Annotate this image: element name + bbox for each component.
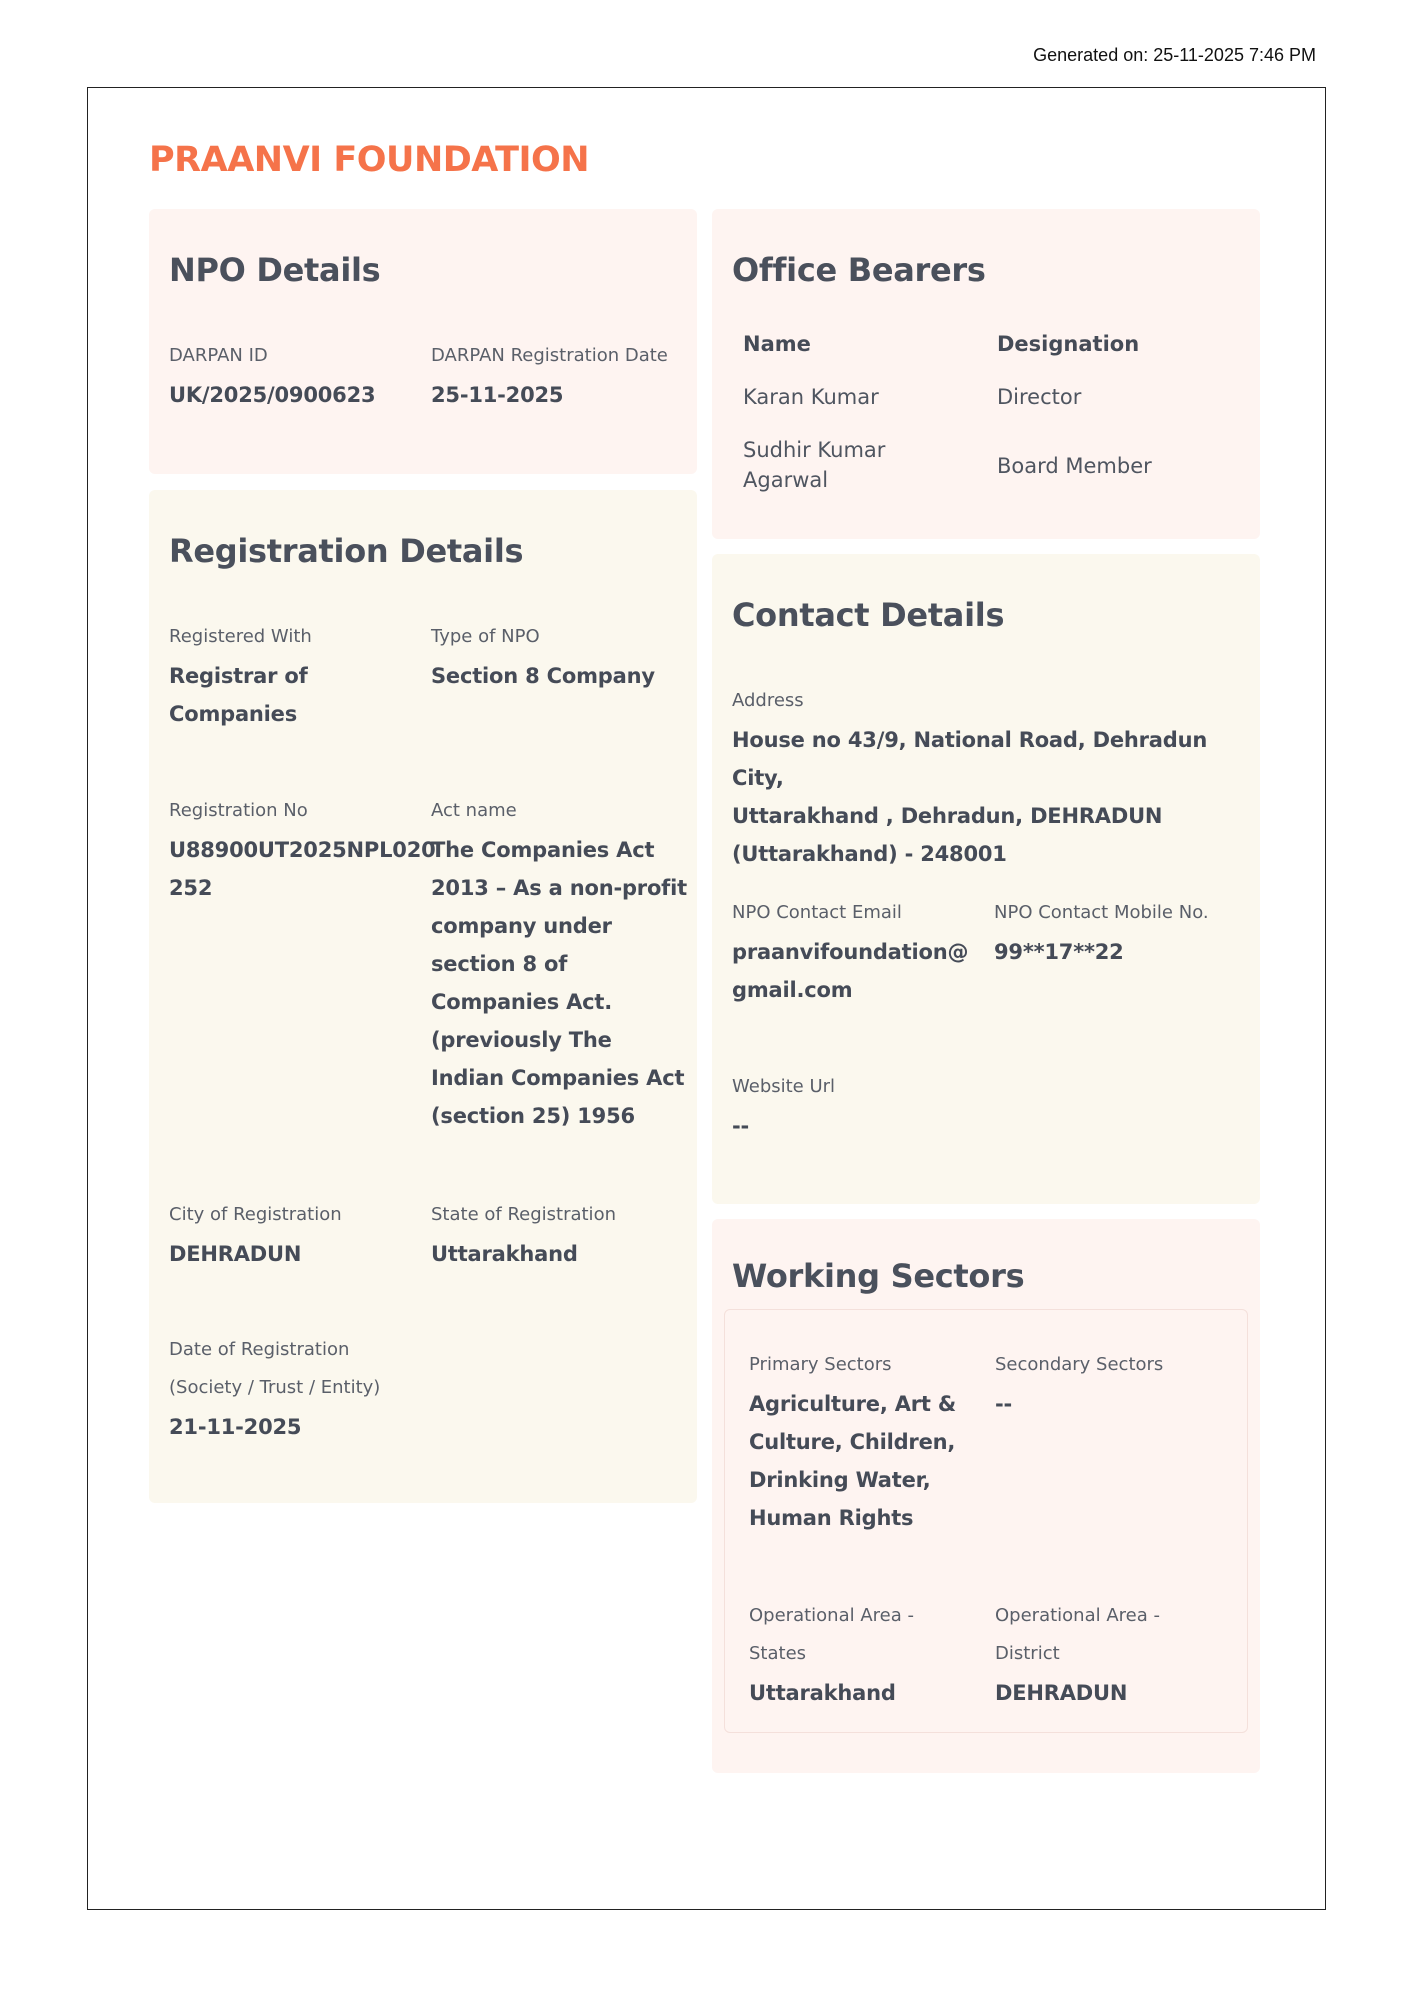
label-line: Operational Area - <box>749 1605 914 1626</box>
office-bearers-title: Office Bearers <box>732 251 986 289</box>
bearer-name-line: Sudhir Kumar <box>743 438 886 462</box>
value-line: gmail.com <box>732 978 853 1002</box>
value-line: U88900UT2025NPL020 <box>169 838 436 862</box>
value-line: praanvifoundation@ <box>732 940 969 964</box>
darpan-reg-date-value: 25-11-2025 <box>431 383 564 407</box>
city-of-registration-label: City of Registration <box>169 1204 342 1225</box>
address-value <box>732 721 1252 873</box>
date-of-registration-label <box>169 1331 380 1407</box>
value-line: (previously The <box>431 1028 612 1052</box>
working-sectors-title: Working Sectors <box>732 1257 1025 1295</box>
label-line: Date of Registration <box>169 1339 350 1360</box>
act-name-label: Act name <box>431 800 517 821</box>
state-of-registration-value: Uttarakhand <box>431 1242 578 1266</box>
generated-timestamp: Generated on: 25-11-2025 7:46 PM <box>1033 45 1316 65</box>
value-line: House no 43/9, National Road, Dehradun City, <box>732 728 1208 790</box>
website-value: -- <box>732 1114 750 1138</box>
primary-sectors-value <box>749 1385 956 1537</box>
value-line: Agriculture, Art & <box>749 1392 956 1416</box>
value-line: Companies <box>169 702 298 726</box>
operational-states-value: Uttarakhand <box>749 1681 896 1705</box>
value-line: Companies Act. <box>431 990 613 1014</box>
act-name-value <box>431 831 693 1135</box>
operational-district-label <box>995 1597 1160 1673</box>
state-of-registration-label: State of Registration <box>431 1204 616 1225</box>
website-label: Website Url <box>732 1076 836 1097</box>
value-line: company under <box>431 914 612 938</box>
date-of-registration-value: 21-11-2025 <box>169 1415 302 1439</box>
contact-details-title: Contact Details <box>732 596 1005 634</box>
working-sectors-card <box>712 1219 1260 1773</box>
operational-district-value: DEHRADUN <box>995 1681 1128 1705</box>
value-line: (section 25) 1956 <box>431 1104 635 1128</box>
bearer-designation: Director <box>997 385 1082 409</box>
office-bearers-card <box>712 209 1260 539</box>
type-of-npo-label: Type of NPO <box>431 626 540 647</box>
darpan-reg-date-label: DARPAN Registration Date <box>431 345 668 366</box>
darpan-id-label: DARPAN ID <box>169 345 268 366</box>
bearer-name: Karan Kumar <box>743 385 879 409</box>
mobile-value: 99**17**22 <box>994 940 1124 964</box>
npo-details-title: NPO Details <box>169 251 381 289</box>
value-line: section 8 of <box>431 952 568 976</box>
npo-details-card <box>149 209 697 474</box>
registered-with-label: Registered With <box>169 626 312 647</box>
label-line: States <box>749 1643 807 1664</box>
email-label: NPO Contact Email <box>732 902 902 923</box>
contact-details-card <box>712 554 1260 1204</box>
bearer-name <box>743 435 885 495</box>
bearer-name-line: Agarwal <box>743 468 829 492</box>
value-line: Uttarakhand , Dehradun, DEHRADUN <box>732 804 1163 828</box>
email-value[interactable] <box>732 933 968 1009</box>
registration-no-label: Registration No <box>169 800 308 821</box>
value-line: (Uttarakhand) - 248001 <box>732 842 1007 866</box>
operational-states-label <box>749 1597 914 1673</box>
registered-with-value <box>169 657 308 733</box>
bearer-designation: Board Member <box>997 454 1152 478</box>
sectors-inner-box <box>724 1309 1248 1733</box>
name-column-header: Name <box>743 332 811 356</box>
value-line: Human Rights <box>749 1506 914 1530</box>
registration-details-title: Registration Details <box>169 532 524 570</box>
organization-name: PRAANVI FOUNDATION <box>149 140 590 180</box>
value-line: 252 <box>169 876 213 900</box>
darpan-id-value: UK/2025/0900623 <box>169 383 376 407</box>
value-line: Registrar of <box>169 664 308 688</box>
label-line: Operational Area - <box>995 1605 1160 1626</box>
primary-sectors-label: Primary Sectors <box>749 1354 892 1375</box>
mobile-label: NPO Contact Mobile No. <box>994 902 1209 923</box>
city-of-registration-value: DEHRADUN <box>169 1242 302 1266</box>
value-line: Indian Companies Act <box>431 1066 685 1090</box>
secondary-sectors-label: Secondary Sectors <box>995 1354 1164 1375</box>
registration-no-value <box>169 831 436 907</box>
value-line: Drinking Water, <box>749 1468 931 1492</box>
label-line: (Society / Trust / Entity) <box>169 1377 381 1398</box>
label-line: District <box>995 1643 1060 1664</box>
value-line: The Companies Act <box>431 838 655 862</box>
designation-column-header: Designation <box>997 332 1140 356</box>
value-line: 2013 – As a non-profit <box>431 876 687 900</box>
registration-details-card <box>149 490 697 1503</box>
type-of-npo-value: Section 8 Company <box>431 664 655 688</box>
address-label: Address <box>732 690 804 711</box>
secondary-sectors-value: -- <box>995 1392 1013 1416</box>
value-line: Culture, Children, <box>749 1430 956 1454</box>
